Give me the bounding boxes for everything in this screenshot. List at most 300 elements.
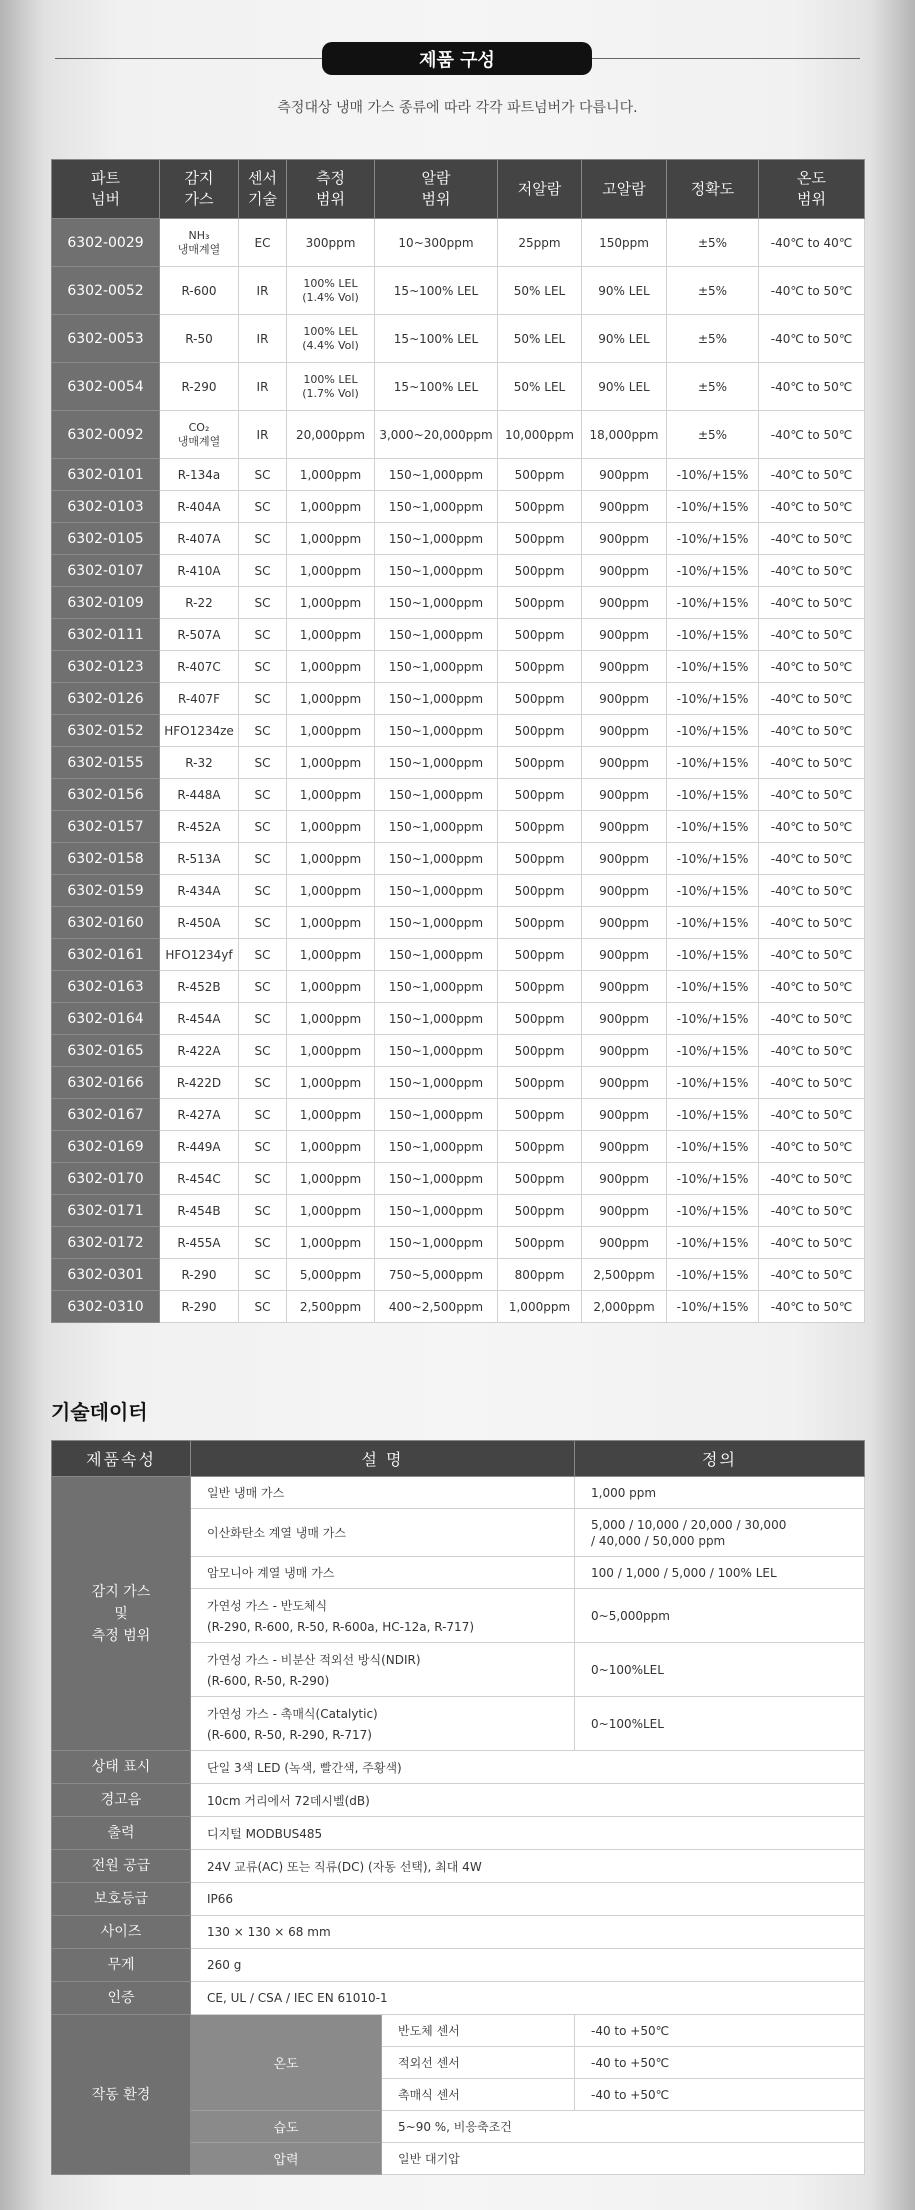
cell-range: 20,000ppm [287,411,375,459]
header-high-alarm: 고알람 [582,160,667,219]
cell-part: 6302-0166 [52,1067,160,1099]
spec-row [52,1784,865,1817]
cell-part: 6302-0101 [52,459,160,491]
gas-desc: 암모니아 계열 냉매 가스 [191,1557,575,1589]
cell-alarm: 150~1,000ppm [375,587,498,619]
cell-low: 500ppm [498,555,582,587]
cell-part: 6302-0167 [52,1099,160,1131]
cell-part: 6302-0310 [52,1291,160,1323]
cell-gas: R-290 [160,363,239,411]
section-subtitle: 측정대상 냉매 가스 종류에 따라 각각 파트넘버가 다릅니다. [277,100,638,116]
cell-high: 900ppm [582,715,667,747]
cell-high: 90% LEL [582,267,667,315]
tech-data-title: 기술데이터 [51,1400,148,1424]
cell-temp: -40℃ to 50℃ [759,315,865,363]
cell-range: 1,000ppm [287,843,375,875]
cell-accuracy: -10%/+15% [667,1099,759,1131]
cell-range: 1,000ppm [287,1227,375,1259]
cell-high: 2,500ppm [582,1259,667,1291]
cell-sensor: SC [239,459,287,491]
table-row [52,459,865,491]
gas-def: 0~5,000ppm [575,1589,865,1643]
cell-high: 900ppm [582,1163,667,1195]
cell-gas: R-134a [160,459,239,491]
cell-range: 1,000ppm [287,587,375,619]
env-temp-value: -40 to +50℃ [575,2079,865,2111]
cell-accuracy: -10%/+15% [667,875,759,907]
table-row [52,715,865,747]
cell-gas: HFO1234ze [160,715,239,747]
cell-low: 500ppm [498,1131,582,1163]
cell-gas: R-404A [160,491,239,523]
cell-gas: R-455A [160,1227,239,1259]
cell-low: 50% LEL [498,363,582,411]
cell-gas: R-452B [160,971,239,1003]
cell-sensor: SC [239,1291,287,1323]
cell-gas: NH₃ 냉매계열 [160,219,239,267]
table-row [52,555,865,587]
cell-alarm: 150~1,000ppm [375,1035,498,1067]
cell-accuracy: -10%/+15% [667,619,759,651]
cell-sensor: SC [239,1131,287,1163]
cell-temp: -40℃ to 50℃ [759,267,865,315]
cell-low: 500ppm [498,651,582,683]
cell-range: 1,000ppm [287,619,375,651]
cell-accuracy: -10%/+15% [667,1163,759,1195]
table-row [52,747,865,779]
cell-alarm: 150~1,000ppm [375,1099,498,1131]
cell-gas: R-407A [160,523,239,555]
cell-part: 6302-0092 [52,411,160,459]
cell-accuracy: ±5% [667,363,759,411]
cell-high: 900ppm [582,1227,667,1259]
cell-part: 6302-0159 [52,875,160,907]
cell-high: 90% LEL [582,315,667,363]
cell-sensor: SC [239,555,287,587]
cell-gas: R-434A [160,875,239,907]
cell-high: 900ppm [582,779,667,811]
cell-range: 1,000ppm [287,555,375,587]
spec-attr: 출력 [52,1817,191,1850]
cell-range: 1,000ppm [287,971,375,1003]
cell-sensor: SC [239,1067,287,1099]
spec-attr: 경고음 [52,1784,191,1817]
cell-alarm: 150~1,000ppm [375,459,498,491]
table-row [52,683,865,715]
cell-high: 900ppm [582,651,667,683]
cell-high: 900ppm [582,843,667,875]
spec-row [52,1817,865,1850]
cell-range: 100% LEL (1.7% Vol) [287,363,375,411]
cell-alarm: 150~1,000ppm [375,747,498,779]
table-row [52,587,865,619]
cell-part: 6302-0052 [52,267,160,315]
cell-alarm: 150~1,000ppm [375,907,498,939]
cell-sensor: SC [239,1259,287,1291]
cell-high: 900ppm [582,1131,667,1163]
cell-accuracy: -10%/+15% [667,811,759,843]
cell-sensor: IR [239,315,287,363]
cell-sensor: SC [239,875,287,907]
cell-alarm: 150~1,000ppm [375,683,498,715]
env-pressure-label: 압력 [191,2143,382,2175]
cell-high: 900ppm [582,875,667,907]
cell-gas: R-22 [160,587,239,619]
table-row [52,651,865,683]
cell-alarm: 150~1,000ppm [375,619,498,651]
cell-temp: -40℃ to 50℃ [759,1131,865,1163]
cell-part: 6302-0301 [52,1259,160,1291]
env-sensor: 촉매식 센서 [382,2079,575,2111]
cell-accuracy: ±5% [667,219,759,267]
cell-temp: -40℃ to 50℃ [759,491,865,523]
cell-low: 50% LEL [498,267,582,315]
cell-part: 6302-0169 [52,1131,160,1163]
spec-row [52,1751,865,1784]
cell-sensor: SC [239,907,287,939]
cell-part: 6302-0163 [52,971,160,1003]
table-row [52,315,865,363]
table-header-row [52,160,865,219]
cell-sensor: SC [239,619,287,651]
cell-sensor: SC [239,1099,287,1131]
table-row [52,843,865,875]
cell-gas: CO₂ 냉매계열 [160,411,239,459]
cell-alarm: 150~1,000ppm [375,1067,498,1099]
cell-sensor: SC [239,651,287,683]
cell-part: 6302-0123 [52,651,160,683]
cell-low: 500ppm [498,715,582,747]
cell-temp: -40℃ to 50℃ [759,875,865,907]
cell-gas: R-427A [160,1099,239,1131]
cell-gas: R-600 [160,267,239,315]
tech-data-table [51,1440,865,2175]
gas-def: 100 / 1,000 / 5,000 / 100% LEL [575,1557,865,1589]
header-measure-range: 측정 범위 [287,160,375,219]
cell-temp: -40℃ to 50℃ [759,1003,865,1035]
cell-temp: -40℃ to 50℃ [759,1195,865,1227]
cell-accuracy: -10%/+15% [667,1291,759,1323]
spec-value: IP66 [191,1883,865,1916]
cell-part: 6302-0170 [52,1163,160,1195]
cell-sensor: SC [239,811,287,843]
cell-alarm: 150~1,000ppm [375,491,498,523]
cell-high: 900ppm [582,811,667,843]
cell-accuracy: -10%/+15% [667,651,759,683]
table-row [52,363,865,411]
cell-temp: -40℃ to 50℃ [759,1291,865,1323]
cell-temp: -40℃ to 40℃ [759,219,865,267]
gas-desc: 일반 냉매 가스 [191,1477,575,1509]
cell-low: 500ppm [498,779,582,811]
cell-high: 900ppm [582,907,667,939]
cell-high: 900ppm [582,971,667,1003]
table-row [52,491,865,523]
cell-temp: -40℃ to 50℃ [759,683,865,715]
cell-high: 900ppm [582,1035,667,1067]
cell-gas: R-452A [160,811,239,843]
cell-accuracy: -10%/+15% [667,715,759,747]
cell-alarm: 150~1,000ppm [375,779,498,811]
cell-alarm: 15~100% LEL [375,363,498,411]
cell-sensor: SC [239,1003,287,1035]
cell-range: 100% LEL (1.4% Vol) [287,267,375,315]
cell-accuracy: -10%/+15% [667,1195,759,1227]
cell-range: 1,000ppm [287,1195,375,1227]
table-row [52,1259,865,1291]
cell-sensor: SC [239,683,287,715]
cell-part: 6302-0103 [52,491,160,523]
cell-accuracy: -10%/+15% [667,683,759,715]
cell-accuracy: -10%/+15% [667,1259,759,1291]
cell-part: 6302-0152 [52,715,160,747]
cell-accuracy: ±5% [667,315,759,363]
cell-alarm: 150~1,000ppm [375,1195,498,1227]
cell-low: 500ppm [498,1195,582,1227]
spec-attr: 사이즈 [52,1916,191,1949]
cell-temp: -40℃ to 50℃ [759,971,865,1003]
gas-range-label: 감지 가스 및 측정 범위 [52,1477,191,1751]
cell-low: 500ppm [498,523,582,555]
cell-high: 150ppm [582,219,667,267]
cell-accuracy: -10%/+15% [667,1003,759,1035]
cell-part: 6302-0107 [52,555,160,587]
spec-row [52,1982,865,2015]
cell-alarm: 150~1,000ppm [375,1131,498,1163]
cell-low: 500ppm [498,1067,582,1099]
part-number-table [51,159,865,1323]
header-alarm-range: 알람 범위 [375,160,498,219]
env-temp-value: -40 to +50℃ [575,2015,865,2047]
gas-desc: 가연성 가스 - 비분산 적외선 방식(NDIR) (R-600, R-50, R-290) [191,1643,575,1697]
cell-gas: R-422A [160,1035,239,1067]
table-row [52,1227,865,1259]
table-row [52,1131,865,1163]
gas-def: 0~100%LEL [575,1643,865,1697]
cell-sensor: SC [239,1035,287,1067]
cell-accuracy: -10%/+15% [667,1227,759,1259]
cell-accuracy: -10%/+15% [667,1035,759,1067]
cell-accuracy: -10%/+15% [667,747,759,779]
cell-high: 900ppm [582,555,667,587]
cell-sensor: SC [239,491,287,523]
cell-accuracy: -10%/+15% [667,459,759,491]
spec-value: 260 g [191,1949,865,1982]
cell-low: 500ppm [498,1035,582,1067]
table-row [52,779,865,811]
cell-accuracy: -10%/+15% [667,523,759,555]
cell-high: 900ppm [582,491,667,523]
cell-low: 500ppm [498,587,582,619]
cell-gas: R-450A [160,907,239,939]
spec-value: 24V 교류(AC) 또는 직류(DC) (자동 선택), 최대 4W [191,1850,865,1883]
cell-low: 500ppm [498,811,582,843]
table-row [52,811,865,843]
spec-attr: 상태 표시 [52,1751,191,1784]
cell-accuracy: -10%/+15% [667,491,759,523]
cell-low: 500ppm [498,1099,582,1131]
cell-part: 6302-0105 [52,523,160,555]
cell-high: 900ppm [582,1067,667,1099]
cell-part: 6302-0155 [52,747,160,779]
table-row [52,1067,865,1099]
cell-alarm: 150~1,000ppm [375,715,498,747]
cell-high: 2,000ppm [582,1291,667,1323]
cell-gas: HFO1234yf [160,939,239,971]
spec-row [52,1883,865,1916]
cell-range: 1,000ppm [287,491,375,523]
header-accuracy: 정확도 [667,160,759,219]
env-humidity-value: 5~90 %, 비응축조건 [382,2111,865,2143]
cell-alarm: 3,000~20,000ppm [375,411,498,459]
cell-low: 10,000ppm [498,411,582,459]
cell-low: 50% LEL [498,315,582,363]
cell-high: 900ppm [582,619,667,651]
cell-temp: -40℃ to 50℃ [759,907,865,939]
cell-low: 500ppm [498,1227,582,1259]
cell-part: 6302-0165 [52,1035,160,1067]
spec-value: CE, UL / CSA / IEC EN 61010-1 [191,1982,865,2015]
header-def: 정의 [575,1441,865,1477]
spec-value: 10cm 거리에서 72데시벨(dB) [191,1784,865,1817]
cell-range: 2,500ppm [287,1291,375,1323]
header-gas: 감지 가스 [160,160,239,219]
cell-high: 900ppm [582,1003,667,1035]
cell-temp: -40℃ to 50℃ [759,1099,865,1131]
cell-low: 800ppm [498,1259,582,1291]
cell-accuracy: -10%/+15% [667,939,759,971]
cell-sensor: EC [239,219,287,267]
cell-temp: -40℃ to 50℃ [759,1227,865,1259]
cell-alarm: 150~1,000ppm [375,843,498,875]
cell-low: 500ppm [498,683,582,715]
cell-range: 1,000ppm [287,779,375,811]
cell-sensor: IR [239,363,287,411]
cell-temp: -40℃ to 50℃ [759,843,865,875]
cell-temp: -40℃ to 50℃ [759,779,865,811]
cell-range: 1,000ppm [287,811,375,843]
env-sensor: 반도체 센서 [382,2015,575,2047]
cell-gas: R-407F [160,683,239,715]
cell-accuracy: -10%/+15% [667,1067,759,1099]
cell-low: 500ppm [498,491,582,523]
cell-temp: -40℃ to 50℃ [759,1067,865,1099]
cell-low: 500ppm [498,1163,582,1195]
cell-alarm: 150~1,000ppm [375,971,498,1003]
cell-part: 6302-0160 [52,907,160,939]
table-row [52,939,865,971]
cell-high: 900ppm [582,1195,667,1227]
spec-row [52,1916,865,1949]
table-row [52,1099,865,1131]
cell-range: 100% LEL (4.4% Vol) [287,315,375,363]
cell-sensor: SC [239,523,287,555]
cell-gas: R-454A [160,1003,239,1035]
cell-part: 6302-0053 [52,315,160,363]
cell-range: 1,000ppm [287,875,375,907]
cell-accuracy: -10%/+15% [667,779,759,811]
cell-sensor: SC [239,1163,287,1195]
cell-high: 900ppm [582,747,667,779]
header-sensor-tech: 센서 기술 [239,160,287,219]
cell-accuracy: -10%/+15% [667,555,759,587]
cell-low: 500ppm [498,939,582,971]
cell-accuracy: -10%/+15% [667,587,759,619]
cell-temp: -40℃ to 50℃ [759,363,865,411]
cell-temp: -40℃ to 50℃ [759,1259,865,1291]
spec-row [52,1949,865,1982]
cell-high: 18,000ppm [582,411,667,459]
gas-def: 1,000 ppm [575,1477,865,1509]
cell-sensor: SC [239,587,287,619]
cell-gas: R-290 [160,1291,239,1323]
spec-value: 단일 3색 LED (녹색, 빨간색, 주황색) [191,1751,865,1784]
cell-sensor: IR [239,267,287,315]
cell-range: 1,000ppm [287,907,375,939]
cell-alarm: 150~1,000ppm [375,1227,498,1259]
cell-low: 25ppm [498,219,582,267]
spec-row [52,1850,865,1883]
cell-high: 900ppm [582,459,667,491]
table-row [52,1163,865,1195]
cell-range: 1,000ppm [287,1067,375,1099]
cell-high: 900ppm [582,1099,667,1131]
cell-low: 500ppm [498,1003,582,1035]
cell-high: 90% LEL [582,363,667,411]
cell-gas: R-454B [160,1195,239,1227]
spec-attr: 인증 [52,1982,191,2015]
cell-temp: -40℃ to 50℃ [759,1163,865,1195]
cell-range: 5,000ppm [287,1259,375,1291]
cell-gas: R-448A [160,779,239,811]
gas-desc: 가연성 가스 - 촉매식(Catalytic) (R-600, R-50, R-290, R-717) [191,1697,575,1751]
cell-gas: R-454C [160,1163,239,1195]
cell-temp: -40℃ to 50℃ [759,619,865,651]
spec-attr: 보호등급 [52,1883,191,1916]
cell-range: 1,000ppm [287,1099,375,1131]
header-low-alarm: 저알람 [498,160,582,219]
cell-sensor: SC [239,971,287,1003]
cell-range: 1,000ppm [287,1035,375,1067]
cell-gas: R-513A [160,843,239,875]
table-row [52,875,865,907]
cell-high: 900ppm [582,939,667,971]
cell-sensor: SC [239,715,287,747]
env-temp-label: 온도 [191,2015,382,2111]
cell-accuracy: -10%/+15% [667,971,759,1003]
cell-accuracy: ±5% [667,411,759,459]
header-part-number: 파트 넘버 [52,160,160,219]
cell-temp: -40℃ to 50℃ [759,459,865,491]
cell-low: 500ppm [498,747,582,779]
table-row [52,1291,865,1323]
cell-low: 500ppm [498,459,582,491]
cell-part: 6302-0029 [52,219,160,267]
cell-range: 1,000ppm [287,651,375,683]
cell-part: 6302-0164 [52,1003,160,1035]
cell-low: 500ppm [498,907,582,939]
cell-part: 6302-0172 [52,1227,160,1259]
cell-low: 500ppm [498,971,582,1003]
cell-high: 900ppm [582,587,667,619]
table-row [52,971,865,1003]
cell-part: 6302-0054 [52,363,160,411]
cell-range: 1,000ppm [287,1163,375,1195]
cell-range: 1,000ppm [287,459,375,491]
cell-range: 1,000ppm [287,715,375,747]
cell-gas: R-407C [160,651,239,683]
cell-range: 1,000ppm [287,1003,375,1035]
